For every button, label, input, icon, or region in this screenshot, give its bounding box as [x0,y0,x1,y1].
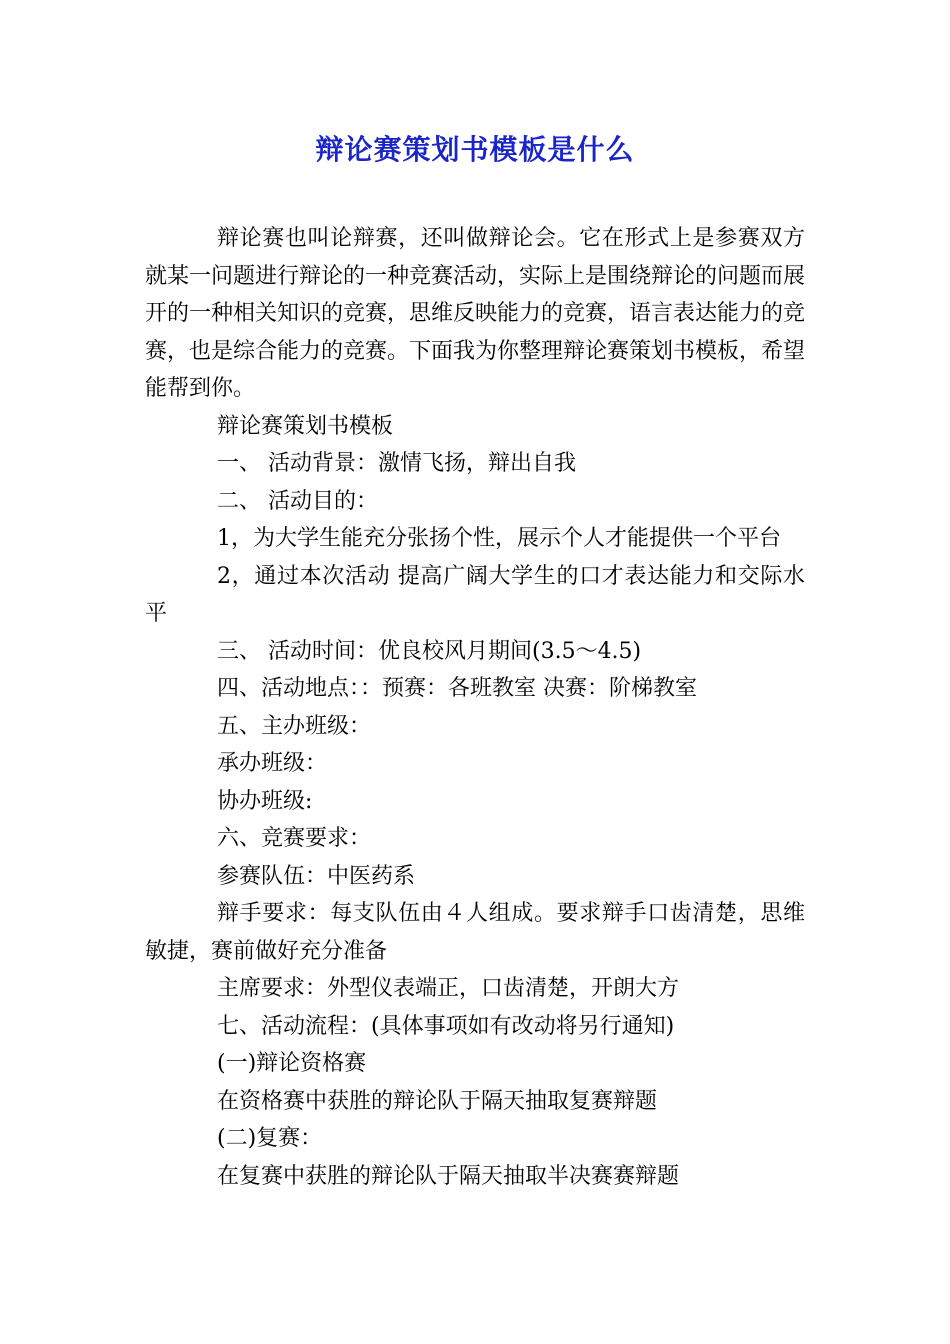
paragraph-host: 五、主办班级： [217,713,372,739]
paragraph-location: 四、活动地点：：预赛：各班教室 决赛：阶梯教室 [217,676,697,701]
paragraph-rematch: (二)复赛： [217,1126,323,1151]
paragraph-purpose-2: 2，通过本次活动 提高广阔大学生的口才表达能力和交际水平 [145,563,805,626]
paragraph-rematch-detail: 在复赛中获胜的辩论队于隔天抽取半决赛赛辩题 [217,1163,680,1189]
paragraph-chair-requirements: 主席要求：外型仪表端正，口齿清楚，开朗大方 [217,976,680,1001]
paragraph-co-organizer: 协办班级: [217,788,313,814]
document-title: 辩论赛策划书模板是什么 [315,133,635,166]
paragraph-purpose: 二、 活动目的： [217,488,378,514]
paragraph-requirements: 六、竞赛要求： [217,826,372,851]
document-body [145,220,805,1195]
paragraph-qualifier: (一)辩论资格赛 [217,1051,367,1076]
paragraph-debater-requirements: 辩手要求：每支队伍由４人组成。要求辩手口齿清楚，思维敏捷，赛前做好充分准备 [145,901,805,964]
paragraph-process: 七、活动流程：(具体事项如有改动将另行通知) [217,1013,675,1039]
paragraph-teams: 参赛队伍：中医药系 [217,863,416,889]
paragraph-purpose-1: 1，为大学生能充分张扬个性，展示个人才能提供一个平台 [217,526,781,551]
paragraph-background: 一、 活动背景：激情飞扬，辩出自我 [217,451,576,476]
paragraph-qualifier-detail: 在资格赛中获胜的辩论队于隔天抽取复赛辩题 [217,1088,658,1114]
paragraph-organizer: 承办班级： [217,751,328,776]
section-heading: 辩论赛策划书模板 [217,413,394,439]
paragraph-time: 三、 活动时间：优良校风月期间(3.5～4.5) [217,638,642,664]
intro-paragraph: 辩论赛也叫论辩赛，还叫做辩论会。它在形式上是参赛双方就某一问题进行辩论的一种竞赛活动，实际上是围绕辩论的问题而展开的一种相关知识的竞赛，思维反映能力的竞赛，语言表达能力的竞赛，也是综合能力的竞赛。下面我为你整理辩论赛策划书模板，希望能帮到你。 [145,226,806,401]
